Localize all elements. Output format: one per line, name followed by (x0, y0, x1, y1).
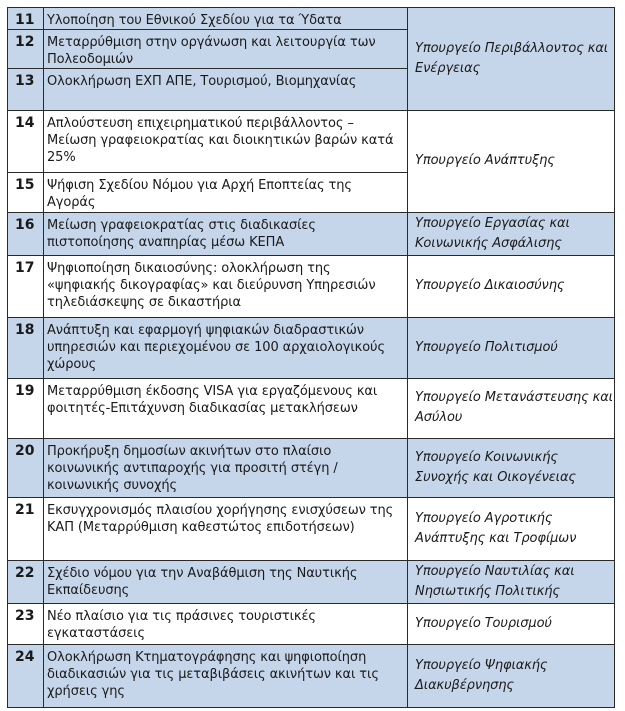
grid-line (43, 7, 44, 707)
grid-line (7, 560, 615, 561)
row-number: 15 (7, 172, 43, 212)
ministry-name: Υπουργείο Τουρισμού (415, 615, 552, 631)
ministry-cell (407, 378, 614, 438)
ministry-name: Υπουργείο Αγροτικής Ανάπτυξης και Τροφίμων (415, 510, 577, 546)
ministry-cell (407, 212, 614, 255)
grid-line (7, 212, 615, 213)
grid-line (7, 317, 615, 318)
row-number: 21 (7, 497, 43, 560)
row-number: 19 (7, 378, 43, 438)
ministry-name: Υπουργείο Μετανάστευσης και Ασύλου (415, 390, 613, 425)
ministry-cell (407, 7, 614, 110)
row-number: 22 (7, 560, 43, 603)
ministry-cell (407, 603, 614, 644)
row-number: 16 (7, 212, 43, 255)
task-description: Απλούστευση επιχειρηματικού περιβάλλοντος – Μείωση γραφειοκρατίας και διοικητικών βαρών κατά 25% (43, 110, 407, 172)
task-description: Ολοκλήρωση Κτηματογράφησης και ψηφιοποίηση διαδικασιών για τις μεταβιβάσεις ακινήτων και τις χρήσεις γης (43, 644, 407, 707)
grid-line (7, 7, 8, 708)
task-description: Μείωση γραφειοκρατίας στις διαδικασίες πιστοποίησης αναπηρίας μέσω ΚΕΠΑ (43, 212, 407, 255)
grid-line (7, 707, 615, 708)
row-number: 24 (7, 644, 43, 707)
task-description: Μεταρρύθμιση έκδοσης VISA για εργαζόμενους και φοιτητές-Επιτάχυνση διαδικασίας μετακλήσεων (43, 378, 407, 438)
task-description: Μεταρρύθμιση στην οργάνωση και λειτουργία των Πολεοδομιών (43, 29, 407, 68)
row-number: 12 (7, 29, 43, 68)
grid-line (7, 29, 407, 30)
ministry-name: Υπουργείο Ναυτιλίας και Νησιωτικής Πολιτικής (415, 563, 575, 599)
ministry-cell (407, 255, 614, 317)
ministry-name: Υπουργείο Ανάπτυξης (415, 153, 555, 168)
row-number: 13 (7, 68, 43, 110)
ministry-name: Υπουργείο Εργασίας και Κοινωνικής Ασφάλισης (415, 215, 570, 251)
task-description: Εκσυγχρονισμός πλαισίου χορήγησης ενισχύσεων της ΚΑΠ (Μεταρρύθμιση καθεστώτος επιδοτήσεων) (43, 497, 407, 560)
grid-line (614, 7, 615, 708)
grid-line (7, 7, 615, 8)
task-description: Ψήφιση Σχεδίου Νόμου για Αρχή Εποπτείας της Αγοράς (43, 172, 407, 212)
ministry-name: Υπουργείο Δικαιοσύνης (415, 278, 565, 293)
ministry-name: Υπουργείο Ψηφιακής Διακυβέρνησης (415, 657, 548, 693)
grid-line (7, 68, 407, 69)
task-description: Ολοκλήρωση ΕΧΠ ΑΠΕ, Τουρισμού, Βιομηχανίας (43, 68, 407, 110)
row-number: 17 (7, 255, 43, 317)
grid-line (7, 378, 615, 379)
row-number: 23 (7, 603, 43, 644)
grid-line (7, 603, 615, 604)
task-description: Υλοποίηση του Εθνικού Σχεδίου για τα Ύδατα (43, 7, 407, 29)
grid-line (7, 438, 615, 439)
ministry-cell (407, 560, 614, 603)
row-number: 20 (7, 438, 43, 497)
grid-line (7, 172, 407, 173)
task-description: Προκήρυξη δημοσίων ακινήτων στο πλαίσιο κοινωνικής αντιπαροχής για προσιτή στέγη / κοινωνικής συνοχής (43, 438, 407, 497)
grid-line (7, 644, 615, 645)
row-number: 14 (7, 110, 43, 172)
ministry-cell (407, 110, 614, 212)
task-description: Σχέδιο νόμου για την Αναβάθμιση της Ναυτικής Εκπαίδευσης (43, 560, 407, 603)
ministry-cell (407, 438, 614, 497)
task-description: Ψηφιοποίηση δικαιοσύνης: ολοκλήρωση της «ψηφιακής δικογραφίας» και διεύρυνση Υπηρεσιών τηλεδιάσκεψης σε δικαστήρια (43, 255, 407, 317)
task-description: Νέο πλαίσιο για τις πράσινες τουριστικές εγκαταστάσεις (43, 603, 407, 644)
row-number: 11 (7, 7, 43, 29)
grid-line (7, 497, 615, 498)
ministry-name: Υπουργείο Πολιτισμού (415, 339, 558, 355)
ministry-cell (407, 497, 614, 560)
ministry-name: Υπουργείο Περιβάλλοντος και Ενέργειας (415, 40, 609, 76)
task-description: Ανάπτυξη και εφαρμογή ψηφιακών διαδραστικών υπηρεσιών και περιεχομένου σε 100 αρχαιολογικούς χώρους (43, 317, 407, 378)
ministry-name: Υπουργείο Κοινωνικής Συνοχής και Οικογένειας (415, 449, 576, 485)
grid-line (407, 7, 408, 707)
ministry-cell (407, 317, 614, 378)
row-number: 18 (7, 317, 43, 378)
ministry-cell (407, 644, 614, 707)
grid-line (7, 255, 615, 256)
grid-line (7, 110, 615, 111)
